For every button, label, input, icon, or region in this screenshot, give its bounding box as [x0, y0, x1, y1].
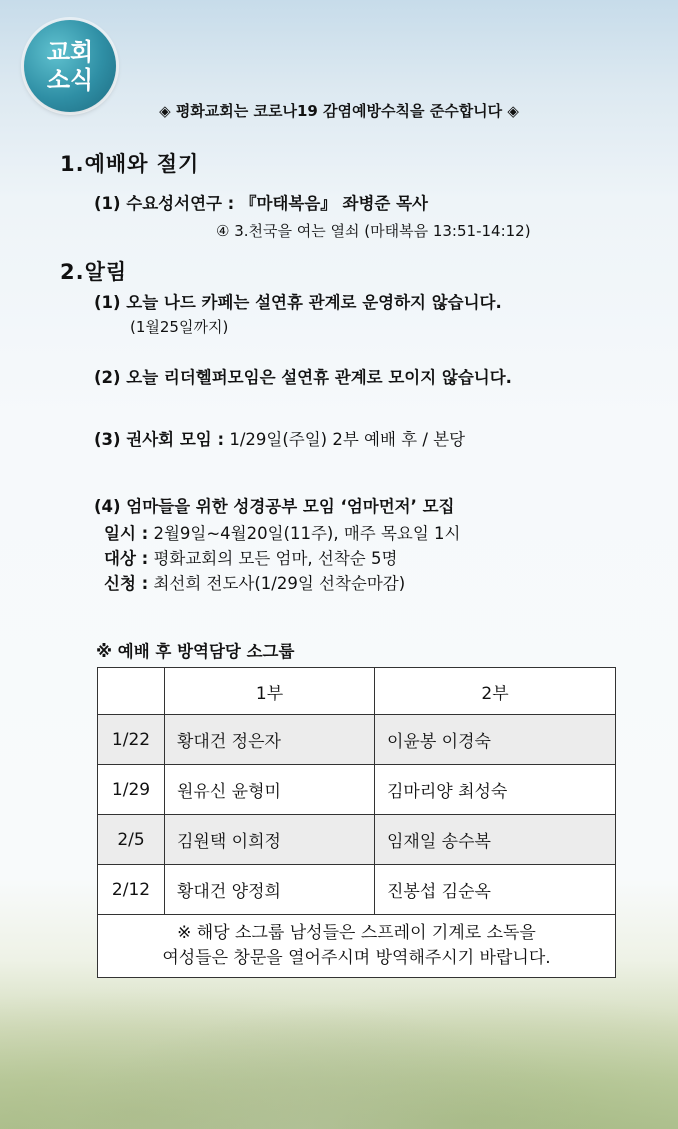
row-first-service: 황대건 양정희	[165, 865, 375, 915]
table-header-row	[98, 668, 616, 715]
mom-study-target: 평화교회의 모든 엄마, 선착순 5명	[153, 549, 398, 568]
mom-study-target-row	[104, 545, 397, 569]
mom-study-apply-label: 신청 :	[104, 574, 149, 593]
header-empty	[98, 668, 165, 715]
row-first-service: 황대건 정은자	[165, 715, 375, 765]
header-second-service: 2부	[375, 668, 616, 715]
table-row	[98, 865, 616, 915]
wednesday-study-label: (1) 수요성서연구 : 『마태복음』 좌병준 목사	[94, 194, 428, 213]
table-row	[98, 715, 616, 765]
table-footer-row	[98, 915, 616, 978]
row-second-service: 김마리양 최성숙	[375, 765, 616, 815]
section-news-heading: 2.알림	[60, 260, 128, 284]
mom-study-apply-row	[104, 570, 405, 594]
badge-line1: 교회	[46, 38, 94, 66]
table-row	[98, 815, 616, 865]
section-worship-heading: 1.예배와 절기	[60, 152, 200, 176]
news-item-cafe: (1) 오늘 나드 카페는 설연휴 관계로 운영하지 않습니다.	[94, 293, 502, 312]
footer-line2: 여성들은 창문을 열어주시며 방역해주시기 바랍니다.	[162, 948, 551, 968]
mom-study-apply: 최선희 전도사(1/29일 선착순마감)	[153, 574, 406, 593]
row-date: 2/5	[98, 815, 165, 865]
row-date: 2/12	[98, 865, 165, 915]
news-item-mom-study: (4) 엄마들을 위한 성경공부 모임 ‘엄마먼저’ 모집	[94, 497, 455, 516]
mom-study-date: 2월9일~4월20일(11주), 매주 목요일 1시	[153, 524, 461, 543]
table-row	[98, 765, 616, 815]
row-second-service: 이윤봉 이경숙	[375, 715, 616, 765]
mom-study-target-label: 대상 :	[104, 549, 149, 568]
row-date: 1/29	[98, 765, 165, 815]
deaconess-value: 1/29일(주일) 2부 예배 후 / 본당	[229, 430, 466, 449]
church-news-badge	[24, 20, 116, 112]
table-footer-note	[98, 915, 616, 978]
news-item-leader-helper: (2) 오늘 리더헬퍼모임은 설연휴 관계로 모이지 않습니다.	[94, 368, 512, 387]
row-first-service: 김원택 이희정	[165, 815, 375, 865]
mom-study-date-row	[104, 520, 460, 544]
meadow-background	[0, 969, 678, 1129]
disinfection-duty-table	[97, 667, 616, 978]
header-first-service: 1부	[165, 668, 375, 715]
news-item-cafe-sub: (1월25일까지)	[130, 318, 229, 336]
covid-notice: ◈ 평화교회는 코로나19 감염예방수칙을 준수합니다 ◈	[159, 102, 519, 120]
row-second-service: 진봉섭 김순옥	[375, 865, 616, 915]
mom-study-date-label: 일시 :	[104, 524, 149, 543]
row-first-service: 원유신 윤형미	[165, 765, 375, 815]
wednesday-study-sub: ④ 3.천국을 여는 열쇠 (마태복음 13:51-14:12)	[216, 222, 531, 240]
badge-line2: 소식	[46, 66, 94, 94]
row-date: 1/22	[98, 715, 165, 765]
news-item-deaconess	[94, 426, 465, 450]
footer-line1: ※ 해당 소그룹 남성들은 스프레이 기계로 소독을	[177, 923, 536, 943]
duty-table-title: ※ 예배 후 방역담당 소그룹	[96, 642, 295, 661]
row-second-service: 임재일 송수복	[375, 815, 616, 865]
deaconess-label: (3) 권사회 모임 :	[94, 430, 225, 449]
